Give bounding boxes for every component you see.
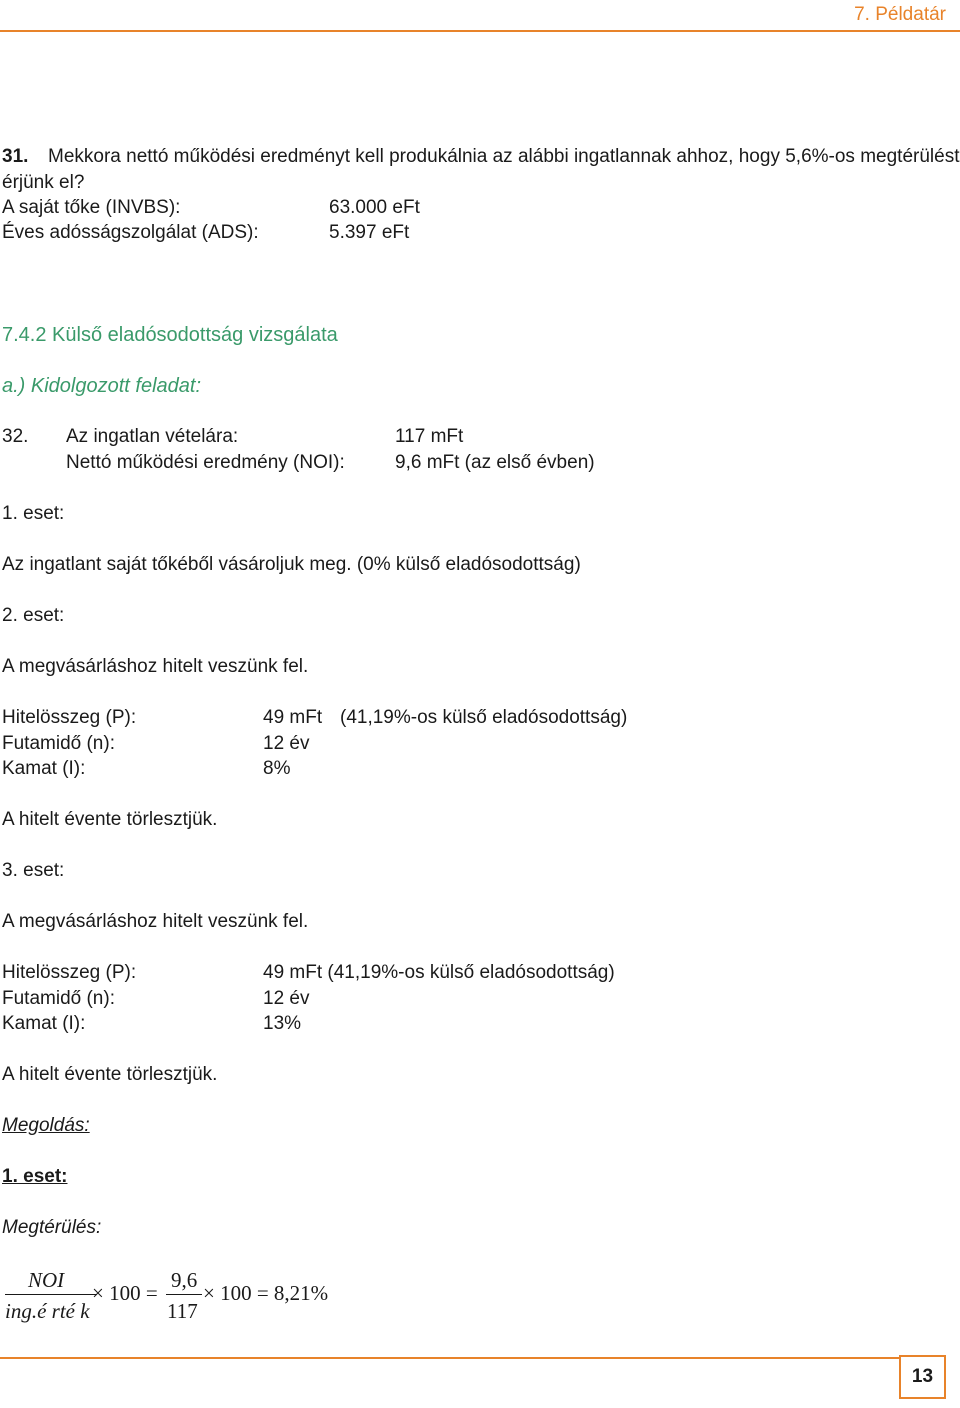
case1-title: 1. eset:	[2, 503, 65, 524]
fraction-bar	[5, 1294, 97, 1295]
q32-value-noi: 9,6 mFt (az első évben)	[395, 452, 595, 473]
solution-subtitle: Megtérülés:	[2, 1217, 102, 1238]
case2-intro: A megvásárláshoz hitelt veszünk fel.	[2, 656, 309, 677]
formula-numerator-noi: NOI	[28, 1268, 65, 1292]
q32-label-price: Az ingatlan vételára:	[66, 426, 239, 447]
case2-label-principal: Hitelösszeg (P):	[2, 707, 137, 728]
case2-note-principal: (41,19%-os külső eladósodottság)	[340, 707, 628, 728]
case3-value-term: 12 év	[263, 988, 310, 1009]
q32-label-noi: Nettó működési eredmény (NOI):	[66, 452, 345, 473]
solution-title: Megoldás:	[2, 1115, 90, 1136]
running-header-title: 7. Példatár	[854, 4, 946, 25]
case3-label-principal: Hitelösszeg (P):	[2, 962, 137, 983]
formula-denominator-value: ing.é rté k	[5, 1299, 90, 1323]
case2-title: 2. eset:	[2, 605, 65, 626]
case3-label-rate: Kamat (I):	[2, 1013, 86, 1034]
q31-label-ads: Éves adósságszolgálat (ADS):	[2, 222, 259, 243]
q32-value-price: 117 mFt	[395, 426, 464, 447]
q31-number: 31.	[2, 146, 29, 167]
case2-value-term: 12 év	[263, 733, 310, 754]
footer-rule	[0, 1357, 944, 1359]
section-subheading: a.) Kidolgozott feladat:	[2, 375, 202, 397]
case2-value-rate: 8%	[263, 758, 291, 779]
formula-numerator-noi-value: 9,6	[171, 1268, 198, 1292]
case3-value-principal: 49 mFt (41,19%-os külső eladósodottság)	[263, 962, 615, 983]
solution-case-title: 1. eset:	[2, 1166, 68, 1187]
q31-value-ads: 5.397 eFt	[329, 222, 410, 243]
case3-label-term: Futamidő (n):	[2, 988, 115, 1009]
formula-multiply-100: × 100 =	[92, 1281, 158, 1305]
case2-label-rate: Kamat (I):	[2, 758, 86, 779]
q31-value-equity: 63.000 eFt	[329, 197, 420, 218]
section-heading: 7.4.2 Külső eladósodottság vizsgálata	[2, 324, 338, 346]
formula-denominator-price: 117	[167, 1299, 198, 1323]
case2-outro: A hitelt évente törlesztjük.	[2, 809, 218, 830]
case2-value-principal: 49 mFt	[263, 707, 323, 728]
formula-result: × 100 = 8,21%	[203, 1281, 329, 1305]
case3-intro: A megvásárláshoz hitelt veszünk fel.	[2, 911, 309, 932]
q31-label-equity: A saját tőke (INVBS):	[2, 197, 181, 218]
q31-text-line1: Mekkora nettó működési eredményt kell produkálnia az alábbi ingatlannak ahhoz, hogy 5,6%-os megtérülést	[48, 146, 960, 167]
header-rule	[0, 30, 960, 32]
case3-title: 3. eset:	[2, 860, 65, 881]
case3-value-rate: 13%	[263, 1013, 302, 1034]
case2-label-term: Futamidő (n):	[2, 733, 115, 754]
case3-outro: A hitelt évente törlesztjük.	[2, 1064, 218, 1085]
page-number: 13	[899, 1355, 946, 1399]
case1-text: Az ingatlant saját tőkéből vásároljuk meg. (0% külső eladósodottság)	[2, 554, 581, 575]
q32-number: 32.	[2, 426, 29, 447]
fraction-bar	[166, 1294, 202, 1295]
q31-text-line2: érjünk el?	[2, 172, 85, 193]
